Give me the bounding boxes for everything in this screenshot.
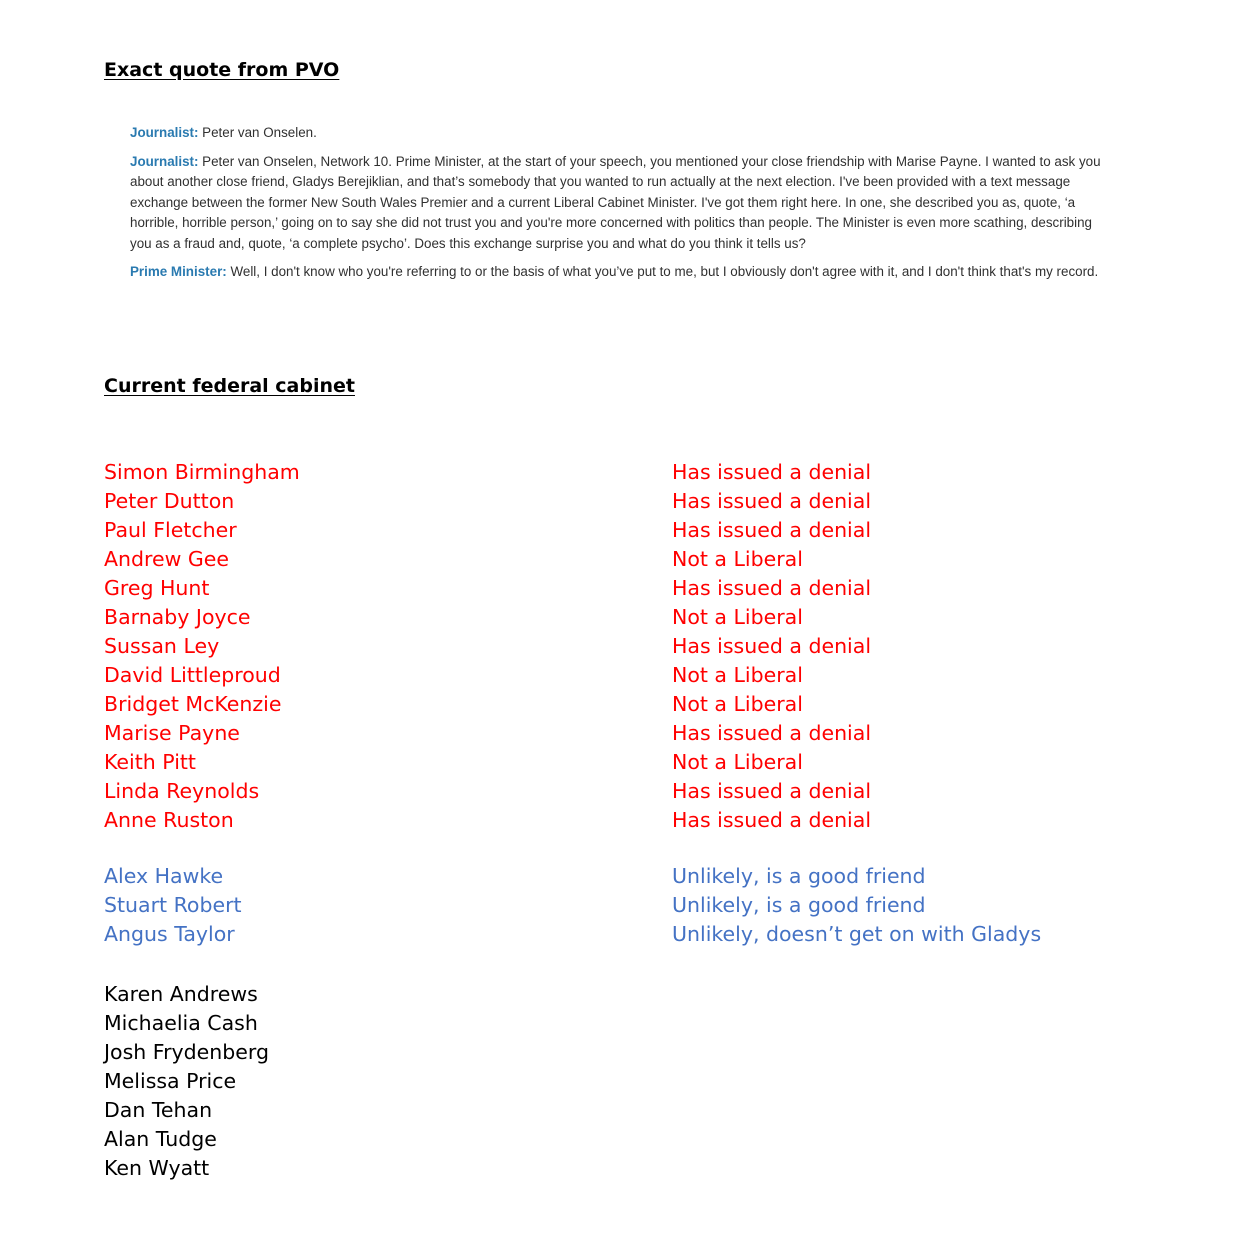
- minister-row: [104, 1154, 1204, 1183]
- minister-name: Melissa Price: [104, 1069, 237, 1093]
- minister-status: Not a Liberal: [672, 547, 803, 571]
- minister-row: [104, 777, 1204, 806]
- minister-name: Alan Tudge: [104, 1127, 217, 1151]
- speaker-label: Journalist:: [130, 125, 199, 140]
- minister-name: Alex Hawke: [104, 864, 224, 888]
- minister-name: Angus Taylor: [104, 922, 235, 946]
- minister-status: Not a Liberal: [672, 663, 803, 687]
- minister-row: [104, 574, 1204, 603]
- minister-row: [104, 920, 1204, 949]
- speaker-label: Journalist:: [130, 153, 199, 169]
- minister-name: Stuart Robert: [104, 893, 242, 917]
- cabinet-heading: Current federal cabinet: [104, 375, 355, 397]
- quote-paragraph: [130, 152, 1115, 254]
- minister-name: Greg Hunt: [104, 576, 210, 600]
- minister-status: Unlikely, is a good friend: [672, 864, 926, 888]
- minister-row: [104, 1096, 1204, 1125]
- remaining-group: [104, 980, 1204, 1183]
- minister-row: [104, 545, 1204, 574]
- minister-row: [104, 458, 1204, 487]
- unlikely-group: [104, 862, 1204, 949]
- speaker-label: Prime Minister:: [130, 264, 227, 280]
- minister-name: Barnaby Joyce: [104, 605, 251, 629]
- minister-name: Keith Pitt: [104, 750, 196, 774]
- quote-heading: Exact quote from PVO: [104, 59, 340, 81]
- quote-paragraph: [130, 123, 1115, 143]
- minister-row: [104, 603, 1204, 632]
- quote-text: Well, I don't know who you're referring to or the basis of what you’ve put to me, but I obviously don't agree with it, and I don't think that's my record.: [226, 264, 1099, 280]
- minister-status: Not a Liberal: [672, 750, 803, 774]
- quote-paragraph: [130, 262, 1115, 282]
- minister-row: [104, 980, 1204, 1009]
- denial-group: [104, 458, 1204, 835]
- minister-row: [104, 862, 1204, 891]
- minister-row: [104, 1125, 1204, 1154]
- quote-block: [130, 123, 1115, 291]
- minister-row: [104, 806, 1204, 835]
- quote-text: Peter van Onselen, Network 10. Prime Minister, at the start of your speech, you mentioned your close friendship with Marise Payne. I wanted to ask you about another close friend, Gladys Berejiklian, and that’s somebody that you wanted to run actually at the next election. I've been provided with a text message exchange between the former New South Wales Premier and a current Liberal Cabinet Minister. I've got them right here. In one, she described you as, quote, ‘a horrible, horrible person,’ going on to say she did not trust you and you're more concerned with politics than people. The Minister is even more scathing, describing you as a fraud and, quote, ‘a complete psycho’. Does this exchange surprise you and what do you think it tells us?: [130, 153, 1101, 251]
- minister-status: Unlikely, is a good friend: [672, 893, 926, 917]
- minister-name: Karen Andrews: [104, 982, 258, 1006]
- minister-status: Has issued a denial: [672, 634, 872, 658]
- minister-name: Dan Tehan: [104, 1098, 213, 1122]
- minister-status: Not a Liberal: [672, 692, 803, 716]
- minister-row: [104, 690, 1204, 719]
- minister-row: [104, 748, 1204, 777]
- minister-name: Bridget McKenzie: [104, 692, 282, 716]
- minister-status: Has issued a denial: [672, 460, 872, 484]
- minister-status: Has issued a denial: [672, 489, 872, 513]
- minister-row: [104, 1038, 1204, 1067]
- minister-status: Has issued a denial: [672, 779, 872, 803]
- minister-row: [104, 719, 1204, 748]
- minister-row: [104, 487, 1204, 516]
- minister-name: Michaelia Cash: [104, 1011, 258, 1035]
- minister-status: Not a Liberal: [672, 605, 803, 629]
- minister-row: [104, 1067, 1204, 1096]
- minister-name: Paul Fletcher: [104, 518, 237, 542]
- minister-name: Andrew Gee: [104, 547, 230, 571]
- minister-name: Ken Wyatt: [104, 1156, 210, 1180]
- minister-status: Has issued a denial: [672, 721, 872, 745]
- minister-status: Has issued a denial: [672, 576, 872, 600]
- minister-name: Sussan Ley: [104, 634, 220, 658]
- minister-name: Simon Birmingham: [104, 460, 300, 484]
- minister-name: Linda Reynolds: [104, 779, 260, 803]
- minister-name: Josh Frydenberg: [104, 1040, 269, 1064]
- minister-name: Anne Ruston: [104, 808, 234, 832]
- minister-row: [104, 891, 1204, 920]
- quote-text: Peter van Onselen.: [198, 125, 317, 140]
- minister-row: [104, 516, 1204, 545]
- minister-name: Marise Payne: [104, 721, 240, 745]
- minister-status: Has issued a denial: [672, 808, 872, 832]
- minister-status: Unlikely, doesn’t get on with Gladys: [672, 922, 1042, 946]
- minister-row: [104, 632, 1204, 661]
- minister-name: Peter Dutton: [104, 489, 235, 513]
- minister-name: David Littleproud: [104, 663, 281, 687]
- minister-row: [104, 1009, 1204, 1038]
- minister-row: [104, 661, 1204, 690]
- minister-status: Has issued a denial: [672, 518, 872, 542]
